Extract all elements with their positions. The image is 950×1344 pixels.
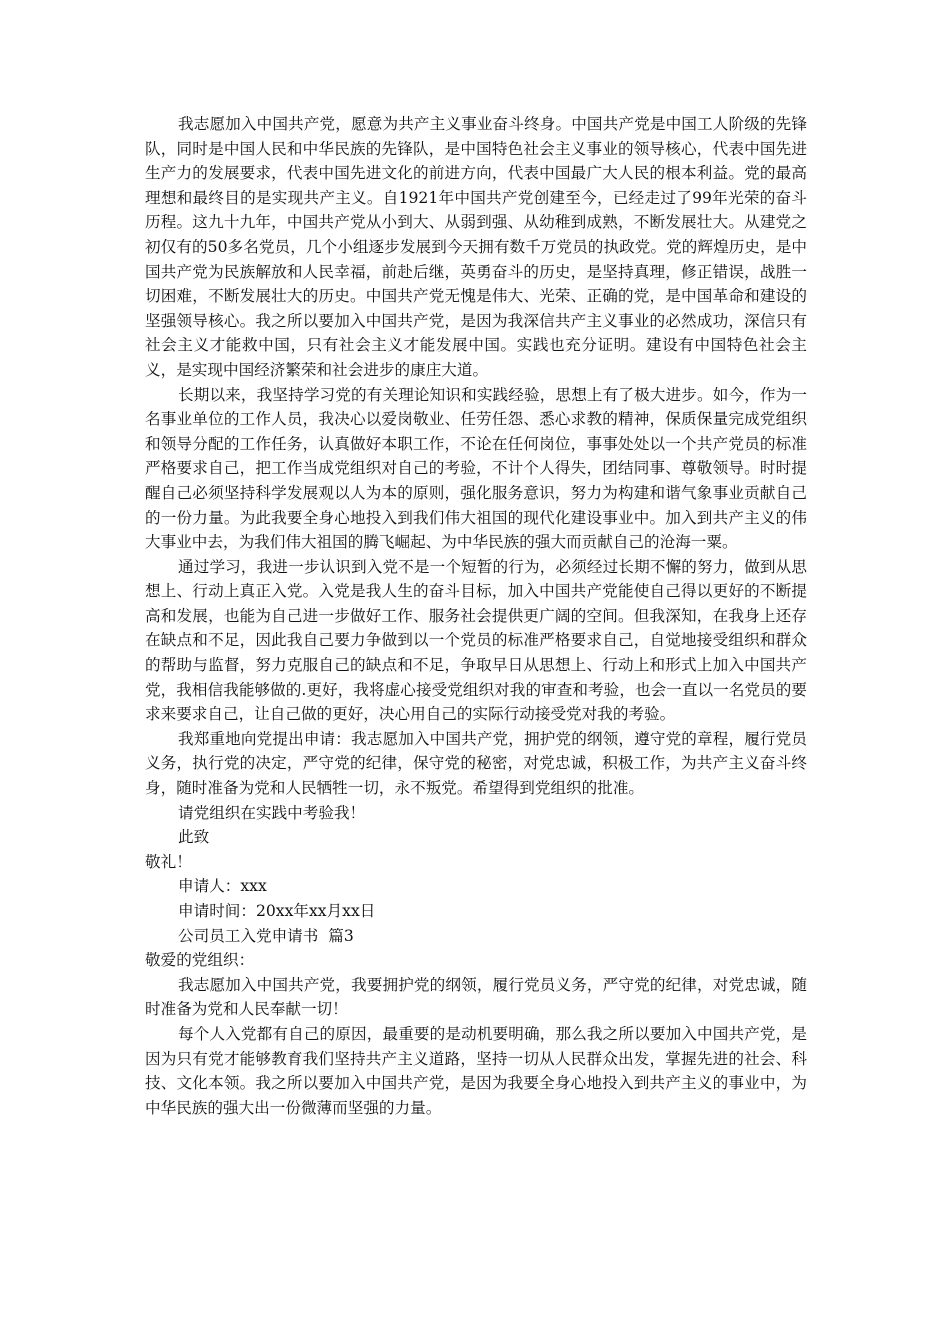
applicant-line: 申请人：xxx: [178, 877, 267, 896]
body-paragraph: 我志愿加入中国共产党，愿意为共产主义事业奋斗终身。中国共产党是中国工人阶级的先锋队，同时是中国人民和中华民族的先锋队，是中国特色社会主义事业的领导核心，代表中国先进生产力的发展要求，代表中国先进文化的前进方向，代表中国最广大人民的根本利益。党的最高理想和最终目的是实现共产主义。自1921年中国共产党创建至今，已经走过了99年光荣的奋斗历程。这九十九年，中国共产党从小到大、从弱到强、从幼稚到成熟，不断发展壮大。从建党之初仅有的50多名党员，几个小组逐步发展到今天拥有数千万党员的执政党。党的辉煌历史，是中国共产党为民族解放和人民幸福，前赴后继，英勇奋斗的历史，是坚持真理，修正错误，战胜一切困难，不断发展壮大的历史。中国共产党无愧是伟大、光荣、正确的党，是中国革命和建设的坚强领导核心。我之所以要加入中国共产党，是因为我深信共产主义事业的必然成功，深信只有社会主义才能救中国，只有社会主义才能发展中国。实践也充分证明。建设有中国特色社会主义，是实现中国经济繁荣和社会进步的康庄大道。: [145, 115, 807, 379]
closing-line: 此致: [178, 828, 210, 847]
body-paragraph: 我郑重地向党提出申请：我志愿加入中国共产党，拥护党的纲领，遵守党的章程，履行党员义务，执行党的决定，严守党的纪律，保守党的秘密，对党忠诚，积极工作，为共产主义奋斗终身，随时准备为党和人民牺牲一切，永不叛党。希望得到党组织的批准。: [145, 729, 807, 798]
section-title: 公司员工入党申请书 篇3: [178, 926, 354, 945]
body-paragraph: 长期以来，我坚持学习党的有关理论知识和实践经验，思想上有了极大进步。如今，作为一名事业单位的工作人员，我决心以爱岗敬业、任劳任怨、悉心求教的精神，保质保量完成党组织和领导分配的工作任务，认真做好本职工作，不论在任何岗位，事事处处以一个共产党员的标准严格要求自己，把工作当成党组织对自己的考验，不计个人得失，团结同事、尊敬领导。时时提醒自己必须坚持科学发展观以人为本的原则，强化服务意识，努力为构建和谐气象事业贡献自己的一份力量。为此我要全身心地投入到我们伟大祖国的现代化建设事业中。加入到共产主义的伟大事业中去，为我们伟大祖国的腾飞崛起、为中华民族的强大而贡献自己的沧海一粟。: [145, 385, 807, 552]
salute-line: 敬礼！: [145, 852, 192, 871]
body-paragraph: 每个人入党都有自己的原因，最重要的是动机要明确，那么我之所以要加入中国共产党，是因为只有党才能够教育我们坚持共产主义道路，坚持一切从人民群众出发，掌握先进的社会、科技、文化本领。我之所以要加入中国共产党，是因为我要全身心地投入到共产主义的事业中，为中华民族的强大出一份微薄而坚强的力量。: [145, 1024, 807, 1117]
greeting-line: 敬爱的党组织：: [145, 951, 255, 970]
body-paragraph: 通过学习，我进一步认识到入党不是一个短暂的行为，必须经过长期不懈的努力，做到从思想上、行动上真正入党。入党是我人生的奋斗目标，加入中国共产党能使自己得以更好的不断提高和发展，也能为自己进一步做好工作、服务社会提供更广阔的空间。但我深知，在我身上还存在缺点和不足，因此我自己要力争做到以一个党员的标准严格要求自己，自觉地接受组织和群众的帮助与监督，努力克服自己的缺点和不足，争取早日从思想上、行动上和形式上加入中国共产党，我相信我能够做的.更好，我将虚心接受党组织对我的审查和考验，也会一直以一名党员的要求来要求自己，让自己做的更好，决心用自己的实际行动接受党对我的考验。: [145, 557, 807, 724]
date-line: 申请时间：20xx年xx月xx日: [178, 902, 376, 920]
body-paragraph: 我志愿加入中国共产党，我要拥护党的纲领，履行党员义务，严守党的纪律，对党忠诚，随时准备为党和人民奉献一切！: [145, 975, 807, 1019]
body-paragraph: 请党组织在实践中考验我！: [178, 803, 366, 822]
document-page: [145, 112, 807, 1120]
